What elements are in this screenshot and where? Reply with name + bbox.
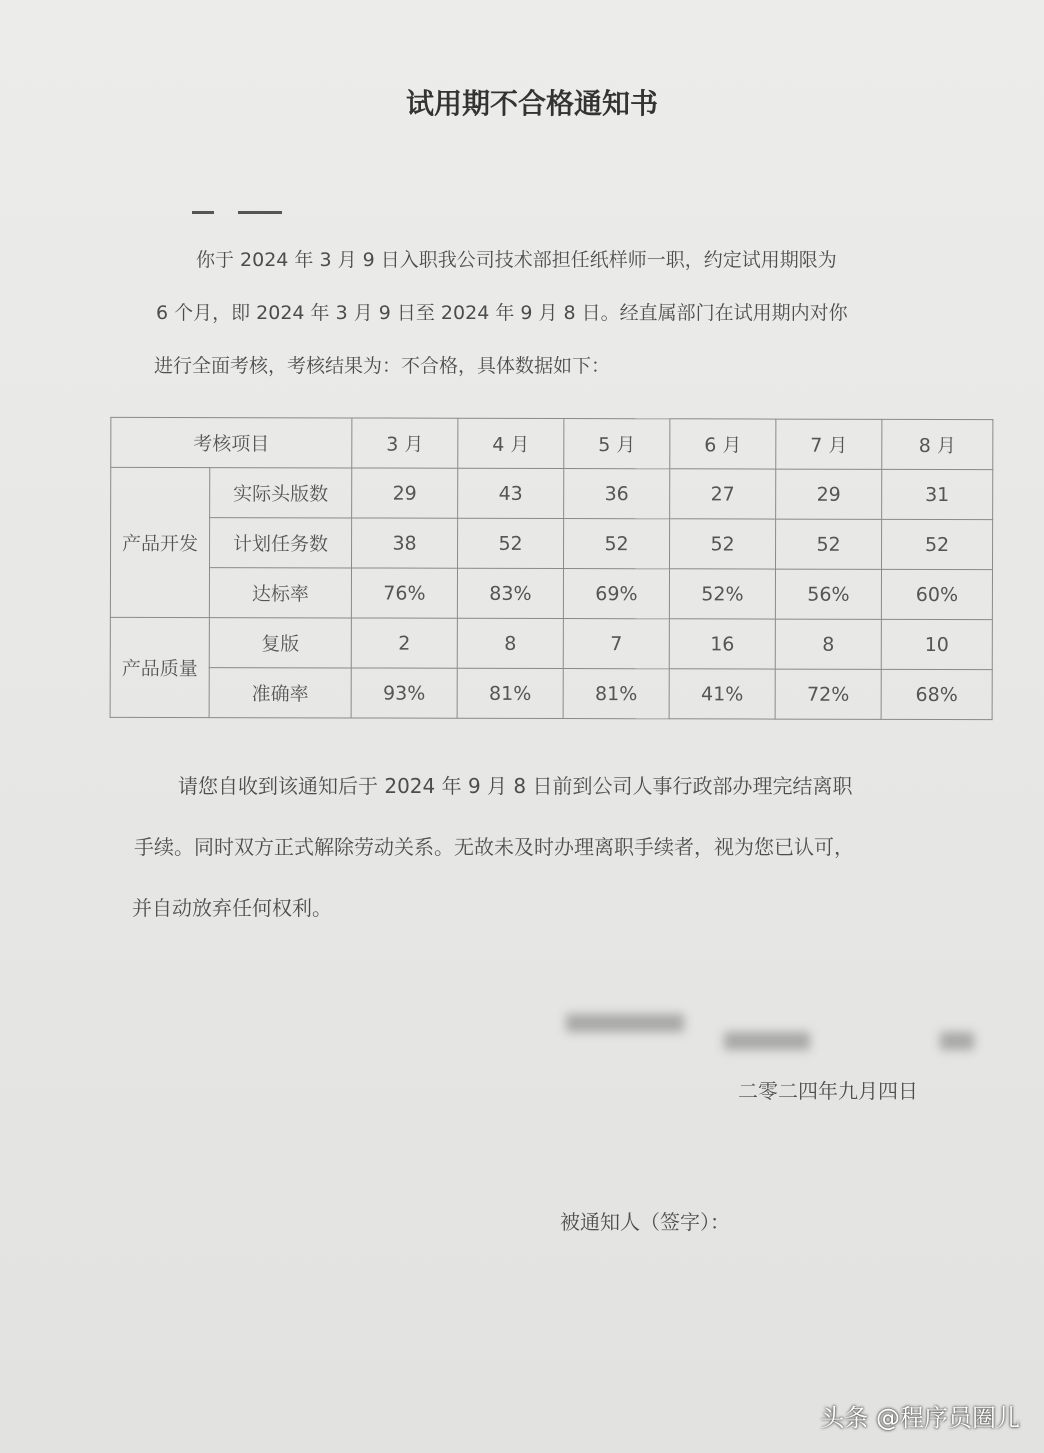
intro-line: 6 个月，即 2024 年 3 月 9 日至 2024 年 9 月 8 日。经直属部门在试用期内对你	[156, 302, 848, 324]
cell: 81%	[457, 668, 563, 718]
table-row	[110, 667, 992, 719]
month-header: 7 月	[776, 419, 882, 469]
intro-line: 你于 2024 年 3 月 9 日入职我公司技术部担任纸样师一职，约定试用期限为	[196, 249, 837, 271]
row-label: 准确率	[209, 668, 351, 718]
table-row	[110, 567, 992, 619]
cell: 56%	[775, 569, 881, 619]
cell: 52	[563, 519, 669, 569]
cell: 43	[458, 468, 564, 518]
document-title: 试用期不合格通知书	[405, 87, 658, 120]
table-header-row	[111, 417, 993, 469]
cell: 8	[457, 618, 563, 668]
issue-date: 二零二四年九月四日	[738, 1079, 918, 1103]
signature-label: 被通知人（签字）：	[560, 1210, 730, 1234]
month-header: 6 月	[670, 419, 776, 469]
cell: 10	[881, 619, 992, 669]
table-row	[111, 467, 993, 519]
redacted-stamp	[724, 1032, 810, 1050]
watermark: 头条 @程序员圈儿	[820, 1404, 1020, 1432]
cell: 36	[564, 469, 670, 519]
cell: 72%	[775, 669, 881, 719]
redacted-stamp	[940, 1032, 974, 1050]
cell: 27	[670, 469, 776, 519]
cell: 76%	[351, 568, 457, 618]
cell: 8	[775, 619, 881, 669]
intro-line: 进行全面考核，考核结果为：不合格，具体数据如下：	[154, 355, 611, 377]
cell: 52	[669, 519, 775, 569]
closing-line: 手续。同时双方正式解除劳动关系。无故未及时办理离职手续者，视为您已认可，	[134, 835, 854, 859]
month-header: 5 月	[564, 419, 670, 469]
table-row	[111, 517, 993, 569]
cell: 41%	[669, 669, 775, 719]
month-header: 8 月	[882, 419, 993, 469]
row-label: 实际头版数	[210, 468, 352, 518]
closing-line: 请您自收到该通知后于 2024 年 9 月 8 日前到公司人事行政部办理完结离职	[178, 774, 853, 798]
month-header: 3 月	[352, 418, 458, 468]
month-header: 4 月	[458, 418, 564, 468]
cell: 69%	[563, 569, 669, 619]
cell: 52	[458, 518, 564, 568]
assessment-table	[110, 417, 994, 720]
cell: 31	[882, 469, 993, 519]
cell: 29	[352, 468, 458, 518]
row-label: 计划任务数	[210, 518, 352, 568]
header-cell: 考核项目	[111, 417, 352, 468]
cell: 52%	[669, 569, 775, 619]
cell: 7	[563, 619, 669, 669]
cell: 93%	[351, 668, 457, 718]
cell: 83%	[457, 568, 563, 618]
group-label: 产品质量	[110, 617, 209, 717]
redacted-dash	[238, 211, 282, 214]
cell: 2	[351, 618, 457, 668]
cell: 81%	[563, 669, 669, 719]
cell: 52	[881, 519, 992, 569]
cell: 29	[776, 469, 882, 519]
cell: 68%	[881, 669, 992, 719]
redacted-company-name	[566, 1014, 684, 1032]
closing-line: 并自动放弃任何权利。	[132, 896, 332, 920]
row-label: 复版	[209, 618, 351, 668]
redacted-dash	[192, 211, 214, 214]
row-label: 达标率	[209, 568, 351, 618]
cell: 16	[669, 619, 775, 669]
group-label: 产品开发	[110, 467, 209, 617]
cell: 60%	[881, 569, 992, 619]
table-row	[110, 617, 992, 669]
cell: 52	[775, 519, 881, 569]
cell: 38	[352, 518, 458, 568]
